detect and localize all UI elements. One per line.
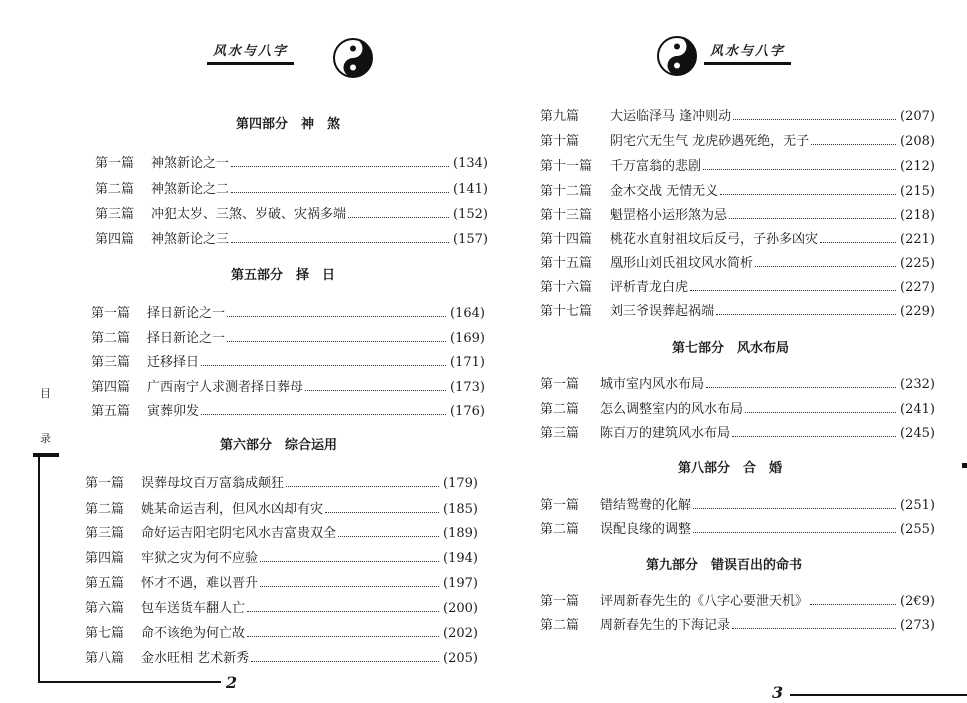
toc-entry[interactable]: 第一篇 错结鸳鸯的化解 (251) (540, 498, 935, 513)
side-tab-rule (33, 453, 59, 457)
running-head: 风水与八字 (213, 40, 288, 59)
section-heading: 第八部分 合 婚 (678, 461, 783, 476)
side-vertical-rule (38, 456, 40, 682)
toc-entry[interactable]: 第一篇 评周新春先生的《八字心要泄天机》 (2€9) (540, 594, 935, 609)
toc-entry[interactable]: 第五篇 怀才不遇，难以晋升 (197) (85, 576, 478, 591)
footer-rule (38, 681, 221, 683)
toc-entry[interactable]: 第一篇 城市室内风水布局 (232) (540, 377, 935, 392)
side-label-mu: 目 (40, 387, 51, 400)
section-heading: 第七部分 风水布局 (672, 341, 790, 356)
toc-entry[interactable]: 第五篇 寅葬卯发 (176) (91, 404, 485, 419)
toc-entry[interactable]: 第十篇 阴宅穴无生气 龙虎砂遇死绝，无子 (208) (540, 134, 935, 149)
running-head-rule (207, 62, 294, 65)
toc-entry[interactable]: 第一篇 择日新论之一 (164) (91, 306, 485, 321)
section-heading: 第五部分 择 日 (231, 268, 336, 283)
toc-entry[interactable]: 第一篇 误葬母坟百万富翁成颠狂 (179) (85, 476, 478, 491)
toc-entry[interactable]: 第三篇 冲犯太岁、三煞、岁破、灾祸多端 (152) (95, 207, 488, 222)
toc-entry[interactable]: 第四篇 广西南宁人求测者择日葬母 (173) (91, 380, 485, 395)
toc-entry[interactable]: 第二篇 怎么调整室内的风水布局 (241) (540, 402, 935, 417)
toc-entry[interactable]: 第三篇 陈百万的建筑风水布局 (245) (540, 426, 935, 441)
edge-mark (962, 463, 967, 468)
toc-entry[interactable]: 第八篇 金水旺相 艺术新秀 (205) (85, 651, 478, 666)
toc-entry[interactable]: 第十七篇 刘三爷误葬起祸端 (229) (540, 304, 935, 319)
toc-entry[interactable]: 第二篇 周新春先生的下海记录 (273) (540, 618, 935, 633)
toc-entry[interactable]: 第十一篇 千万富翁的悲剧 (212) (540, 159, 935, 174)
page-number: 2 (226, 673, 238, 692)
toc-entry[interactable]: 第二篇 择日新论之一 (169) (91, 331, 485, 346)
yin-yang-icon (657, 36, 697, 76)
toc-entry[interactable]: 第十五篇 凰形山刘氏祖坟风水简析 (225) (540, 256, 935, 271)
section-heading: 第九部分 错误百出的命书 (646, 558, 803, 573)
section-heading: 第四部分 神 煞 (236, 117, 341, 132)
toc-entry[interactable]: 第二篇 姚某命运吉利，但风水凶却有灾 (185) (85, 502, 478, 517)
toc-entry[interactable]: 第六篇 包车送货车翻人亡 (200) (85, 601, 478, 616)
toc-entry[interactable]: 第一篇 神煞新论之一 (134) (95, 156, 488, 171)
running-head: 风水与八字 (710, 40, 785, 59)
footer-rule (790, 694, 967, 696)
running-head-rule (704, 62, 791, 65)
toc-entry[interactable]: 第四篇 神煞新论之三 (157) (95, 232, 488, 247)
toc-entry[interactable]: 第二篇 神煞新论之二 (141) (95, 182, 488, 197)
section-heading: 第六部分 综合运用 (220, 438, 338, 453)
page-number: 3 (772, 683, 784, 702)
right-page (484, 0, 967, 703)
toc-entry[interactable]: 第九篇 大运临泽马 逢冲则动 (207) (540, 109, 935, 124)
side-label-lu: 录 (40, 432, 51, 445)
toc-entry[interactable]: 第三篇 命好运吉阳宅阴宅风水吉富贵双全 (189) (85, 526, 478, 541)
toc-entry[interactable]: 第四篇 牢狱之灾为何不应验 (194) (85, 551, 478, 566)
yin-yang-icon (333, 38, 373, 78)
toc-entry[interactable]: 第十六篇 评析青龙白虎 (227) (540, 280, 935, 295)
toc-entry[interactable]: 第十二篇 金木交战 无情无义 (215) (540, 184, 935, 199)
toc-entry[interactable]: 第三篇 迁移择日 (171) (91, 355, 485, 370)
toc-entry[interactable]: 第二篇 误配良缘的调整 (255) (540, 522, 935, 537)
toc-entry[interactable]: 第十三篇 魁罡格小运形煞为忌 (218) (540, 208, 935, 223)
toc-entry[interactable]: 第七篇 命不该绝为何亡故 (202) (85, 626, 478, 641)
toc-entry[interactable]: 第十四篇 桃花水直射祖坟后反弓，子孙多凶灾 (221) (540, 232, 935, 247)
